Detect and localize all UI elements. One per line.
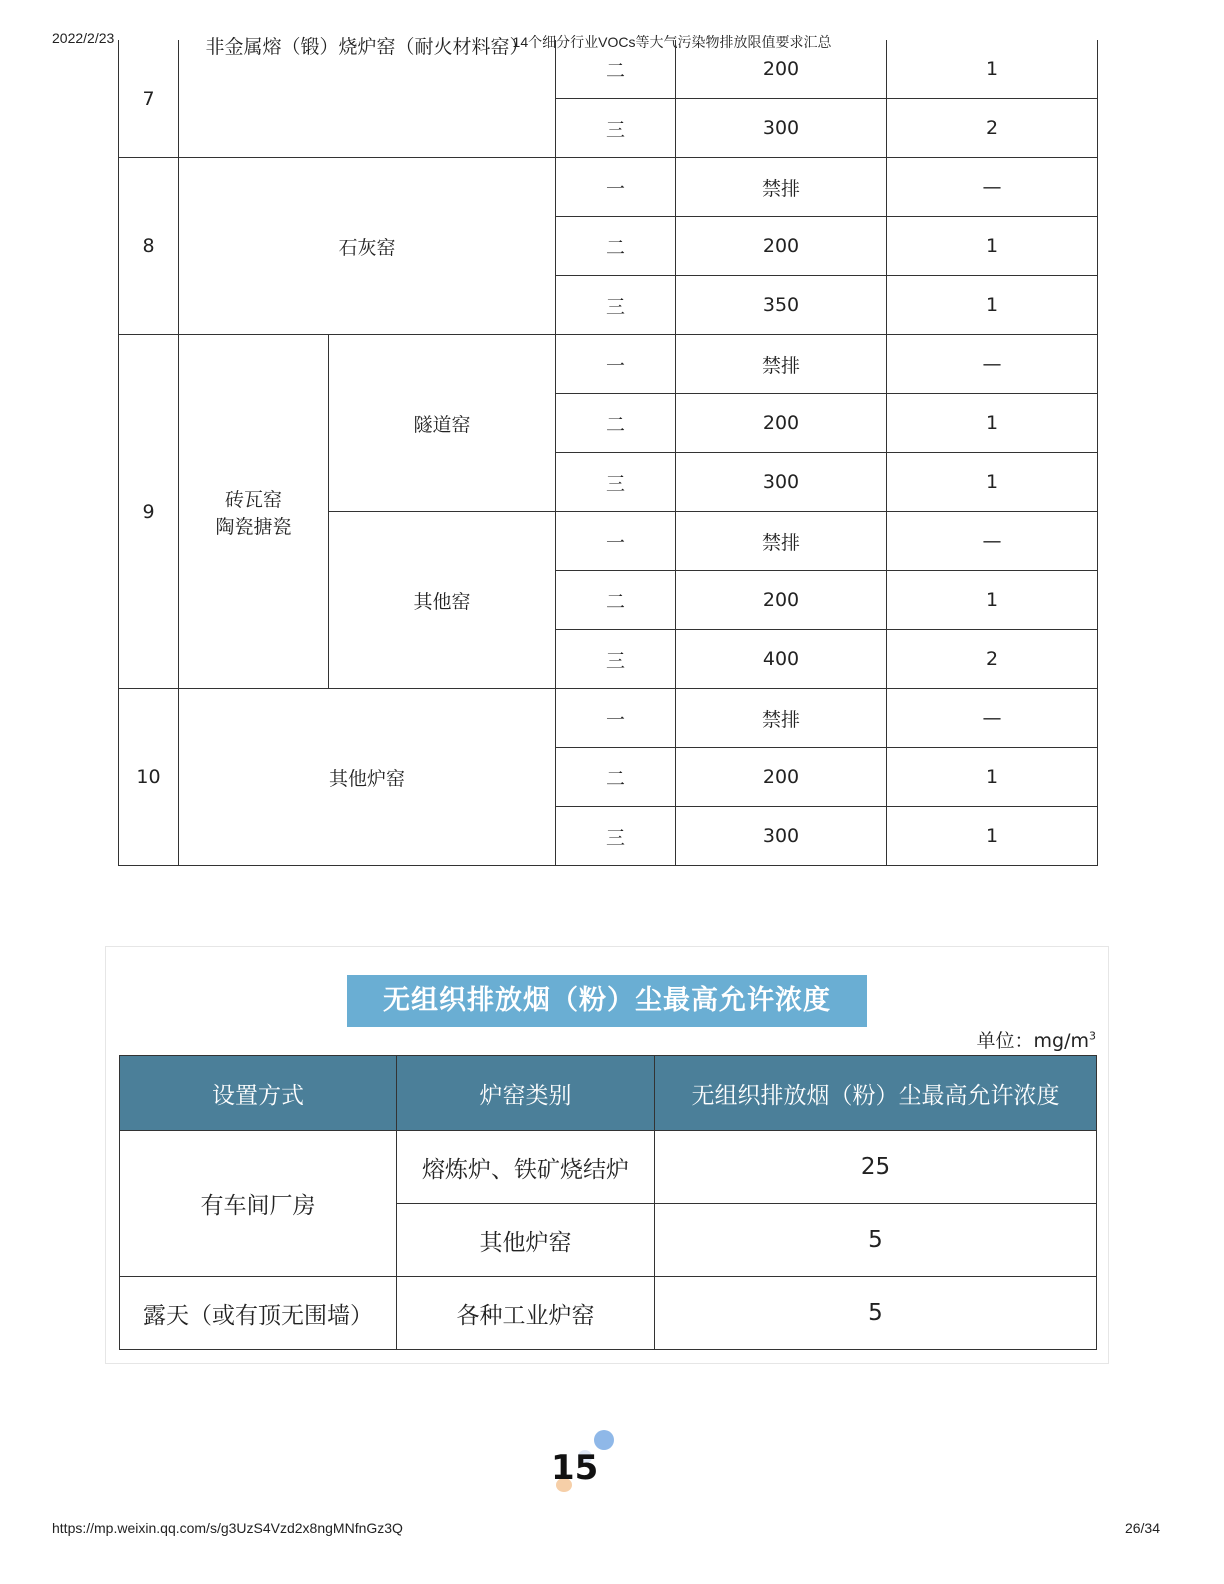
fugitive-dust-table	[119, 1055, 1097, 1350]
blackness-cell: —	[887, 335, 1098, 394]
table-row	[119, 335, 1098, 394]
blackness-cell: 1	[887, 807, 1098, 866]
concentration-cell: 禁排	[676, 689, 887, 748]
concentration-cell: 300	[676, 99, 887, 158]
row-number: 7	[119, 40, 179, 158]
concentration-cell: 5	[655, 1277, 1097, 1350]
furnace-type-cell: 熔炼炉、铁矿烧结炉	[397, 1131, 655, 1204]
blackness-cell: —	[887, 512, 1098, 571]
table-row	[120, 1277, 1097, 1350]
furnace-subtype: 隧道窑	[329, 335, 556, 512]
furnace-type-cell: 其他炉窑	[397, 1204, 655, 1277]
blackness-cell: 1	[887, 40, 1098, 99]
grade-cell: 二	[556, 217, 676, 276]
furnace-subtype: 其他窑	[329, 512, 556, 689]
grade-cell: 一	[556, 689, 676, 748]
blackness-cell: 1	[887, 571, 1098, 630]
blackness-cell: —	[887, 689, 1098, 748]
table-row	[120, 1131, 1097, 1204]
grade-cell: 二	[556, 748, 676, 807]
column-header: 炉窑类别	[397, 1056, 655, 1131]
concentration-cell: 300	[676, 453, 887, 512]
concentration-cell: 200	[676, 571, 887, 630]
column-header: 无组织排放烟（粉）尘最高允许浓度	[655, 1056, 1097, 1131]
row-number: 8	[119, 158, 179, 335]
concentration-cell: 25	[655, 1131, 1097, 1204]
furnace-type: 非金属熔（锻）烧炉窑（耐火材料窑）	[179, 40, 556, 158]
concentration-cell: 200	[676, 217, 887, 276]
print-url: https://mp.weixin.qq.com/s/g3UzS4Vzd2x8ngMNfnGz3Q	[52, 1520, 403, 1536]
concentration-cell: 400	[676, 630, 887, 689]
furnace-type-line: 砖瓦窑	[224, 488, 282, 511]
furnace-type: 其他炉窑	[179, 689, 556, 866]
grade-cell: 三	[556, 630, 676, 689]
grade-cell: 三	[556, 453, 676, 512]
table-row	[119, 689, 1098, 748]
unit-label: 单位：$mg/m^3$	[976, 1029, 1096, 1052]
row-number: 9	[119, 335, 179, 689]
concentration-cell: 禁排	[676, 335, 887, 394]
furnace-type: 石灰窑	[179, 158, 556, 335]
grade-cell: 二	[556, 571, 676, 630]
grade-cell: 二	[556, 394, 676, 453]
setting-cell: 露天（或有顶无围墙）	[120, 1277, 397, 1350]
section-title-banner: 无组织排放烟（粉）尘最高允许浓度	[347, 975, 867, 1027]
decor-dot-icon	[594, 1430, 614, 1450]
blackness-cell: 1	[887, 394, 1098, 453]
table-row	[119, 40, 1098, 99]
blackness-cell: 1	[887, 453, 1098, 512]
grade-cell: 二	[556, 40, 676, 99]
concentration-cell: 200	[676, 748, 887, 807]
grade-cell: 一	[556, 158, 676, 217]
print-page-count: 26/34	[1124, 1520, 1160, 1536]
blackness-cell: 1	[887, 217, 1098, 276]
furnace-type	[179, 335, 329, 689]
setting-cell: 有车间厂房	[120, 1131, 397, 1277]
blackness-cell: 2	[887, 99, 1098, 158]
blackness-cell: —	[887, 158, 1098, 217]
concentration-cell: 禁排	[676, 158, 887, 217]
grade-cell: 三	[556, 276, 676, 335]
grade-cell: 三	[556, 99, 676, 158]
concentration-cell: 350	[676, 276, 887, 335]
table-header-row	[120, 1056, 1097, 1131]
emission-limits-table	[118, 36, 1098, 866]
concentration-cell: 200	[676, 40, 887, 99]
row-number: 10	[119, 689, 179, 866]
blackness-cell: 2	[887, 630, 1098, 689]
blackness-cell: 1	[887, 748, 1098, 807]
concentration-cell: 5	[655, 1204, 1097, 1277]
article-page-number: 15	[551, 1448, 599, 1488]
print-page-title: 14个细分行业VOCs等大气污染物排放限值要求汇总	[512, 34, 832, 50]
grade-cell: 三	[556, 807, 676, 866]
concentration-cell: 禁排	[676, 512, 887, 571]
grade-cell: 一	[556, 335, 676, 394]
table-row	[119, 158, 1098, 217]
print-date: 2022/2/23	[52, 30, 115, 46]
furnace-type-cell: 各种工业炉窑	[397, 1277, 655, 1350]
concentration-cell: 300	[676, 807, 887, 866]
grade-cell: 一	[556, 512, 676, 571]
column-header: 设置方式	[120, 1056, 397, 1131]
furnace-type-line: 陶瓷搪瓷	[215, 515, 292, 538]
blackness-cell: 1	[887, 276, 1098, 335]
concentration-cell: 200	[676, 394, 887, 453]
